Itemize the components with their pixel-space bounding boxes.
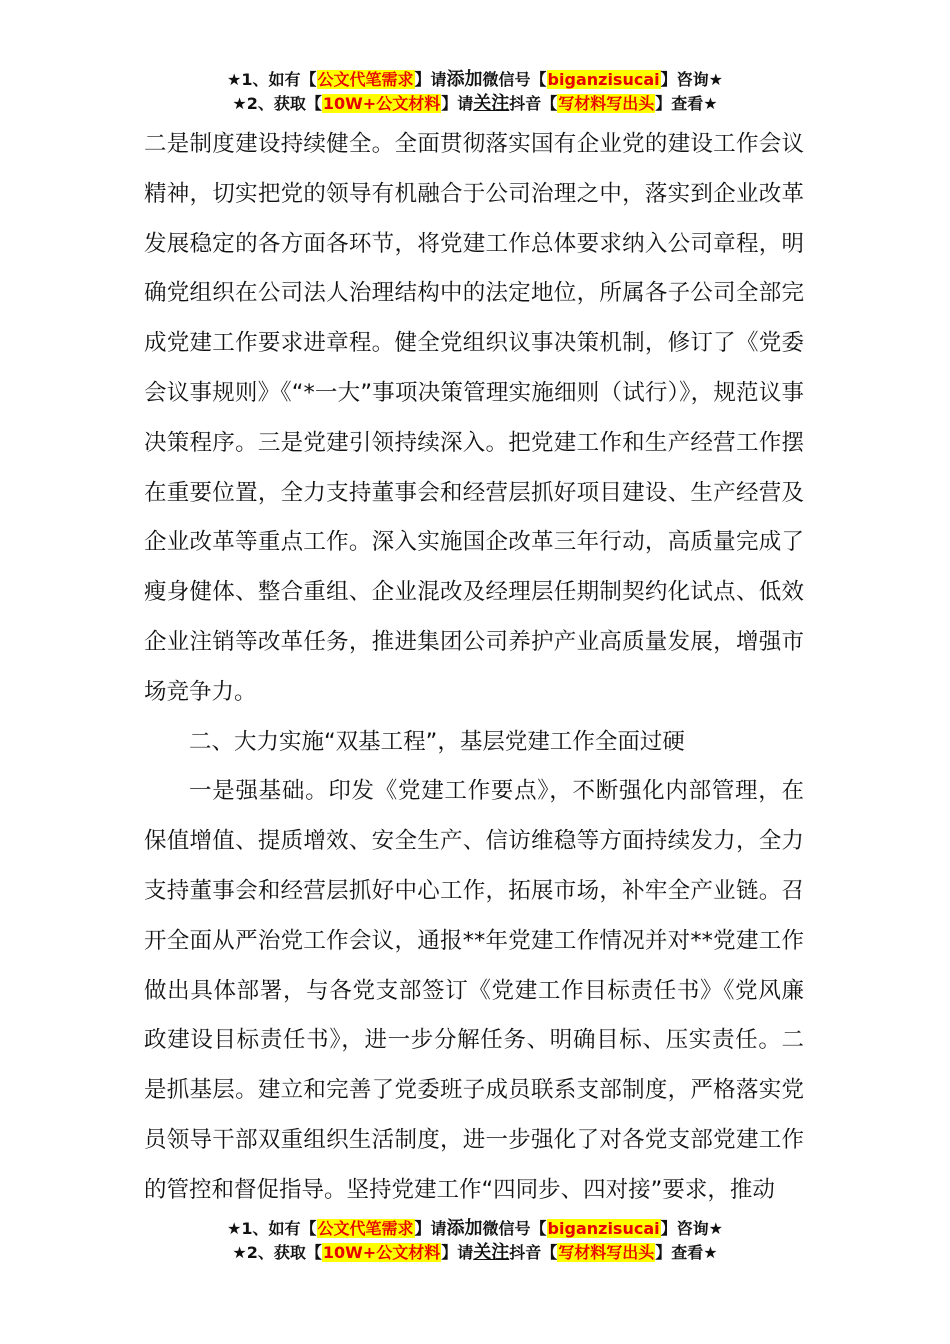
banner-text: ★1、如有【	[227, 70, 317, 89]
banner-text: 】咨询★	[660, 1219, 723, 1238]
banner-text: 】咨询★	[660, 70, 723, 89]
banner-line-1	[0, 1217, 950, 1241]
banner-emphasis: 关注	[473, 1242, 510, 1263]
banner-line-2	[0, 1241, 950, 1265]
banner-text: 微信号【	[482, 1219, 547, 1238]
banner-text: 】请	[441, 1243, 474, 1262]
banner-highlight: 写材料写出头	[558, 1243, 655, 1262]
banner-text: 】请	[414, 1219, 447, 1238]
bottom-banner	[0, 1217, 950, 1265]
body-paragraph: 一是强基础。印发《党建工作要点》，不断强化内部管理，在保值增值、提质增效、安全生产、信访维稳等方面持续发力，全力支持董事会和经营层抓好中心工作，拓展市场，补牢全产业链。召开全面从严治党工作会议，通报**年党建工作情况并对**党建工作做出具体部署，与各党支部签订《党建工作目标责任书》《党风廉政建设目标责任书》，进一步分解任务、明确目标、压实责任。二是抓基层。建立和完善了党委班子成员联系支部制度，严格落实党员领导干部双重组织生活制度，进一步强化了对各党支部党建工作的管控和督促指导。坚持党建工作“四同步、四对接”要求，推动	[144, 778, 804, 1203]
banner-emphasis: 关注	[473, 93, 510, 114]
top-banner	[0, 68, 950, 116]
banner-text: 抖音【	[509, 1243, 558, 1262]
body-paragraph: 二是制度建设持续健全。全面贯彻落实国有企业党的建设工作会议精神，切实把党的领导有机融合于公司治理之中，落实到企业改革发展稳定的各方面各环节，将党建工作总体要求纳入公司章程，明确党组织在公司法人治理结构中的法定地位，所属各子公司全部完成党建工作要求进章程。健全党组织议事决策机制，修订了《党委会议事规则》《“*一大”事项决策管理实施细则（试行）》，规范议事决策程序。三是党建引领持续深入。把党建工作和生产经营工作摆在重要位置，全力支持董事会和经营层抓好项目建设、生产经营及企业改革等重点工作。深入实施国企改革三年行动，高质量完成了瘦身健体、整合重组、企业混改及经理层任期制契约化试点、低效企业注销等改革任务，推进集团公司养护产业高质量发展，增强市场竞争力。	[144, 131, 804, 705]
banner-text: 】查看★	[655, 1243, 718, 1262]
banner-text: 】查看★	[655, 94, 718, 113]
banner-text: 】请	[441, 94, 474, 113]
banner-highlight: 公文代笔需求	[317, 70, 414, 89]
banner-highlight: biganzisucai	[547, 70, 660, 89]
banner-text: 】请	[414, 70, 447, 89]
banner-highlight: 写材料写出头	[558, 94, 655, 113]
banner-line-1	[0, 68, 950, 92]
banner-highlight: 公文代笔需求	[317, 1219, 414, 1238]
banner-highlight: 10W+公文材料	[322, 94, 441, 113]
banner-text: ★1、如有【	[227, 1219, 317, 1238]
section-heading: 二、大力实施“双基工程”，基层党建工作全面过硬	[189, 728, 685, 755]
banner-text: ★2、获取【	[232, 94, 322, 113]
banner-line-2	[0, 92, 950, 116]
banner-emphasis: 添加	[446, 69, 483, 90]
banner-emphasis: 添加	[446, 1218, 483, 1239]
banner-text: 微信号【	[482, 70, 547, 89]
banner-text: 抖音【	[509, 94, 558, 113]
banner-highlight: biganzisucai	[547, 1219, 660, 1238]
banner-highlight: 10W+公文材料	[322, 1243, 441, 1262]
document-body	[144, 120, 804, 1216]
banner-text: ★2、获取【	[232, 1243, 322, 1262]
